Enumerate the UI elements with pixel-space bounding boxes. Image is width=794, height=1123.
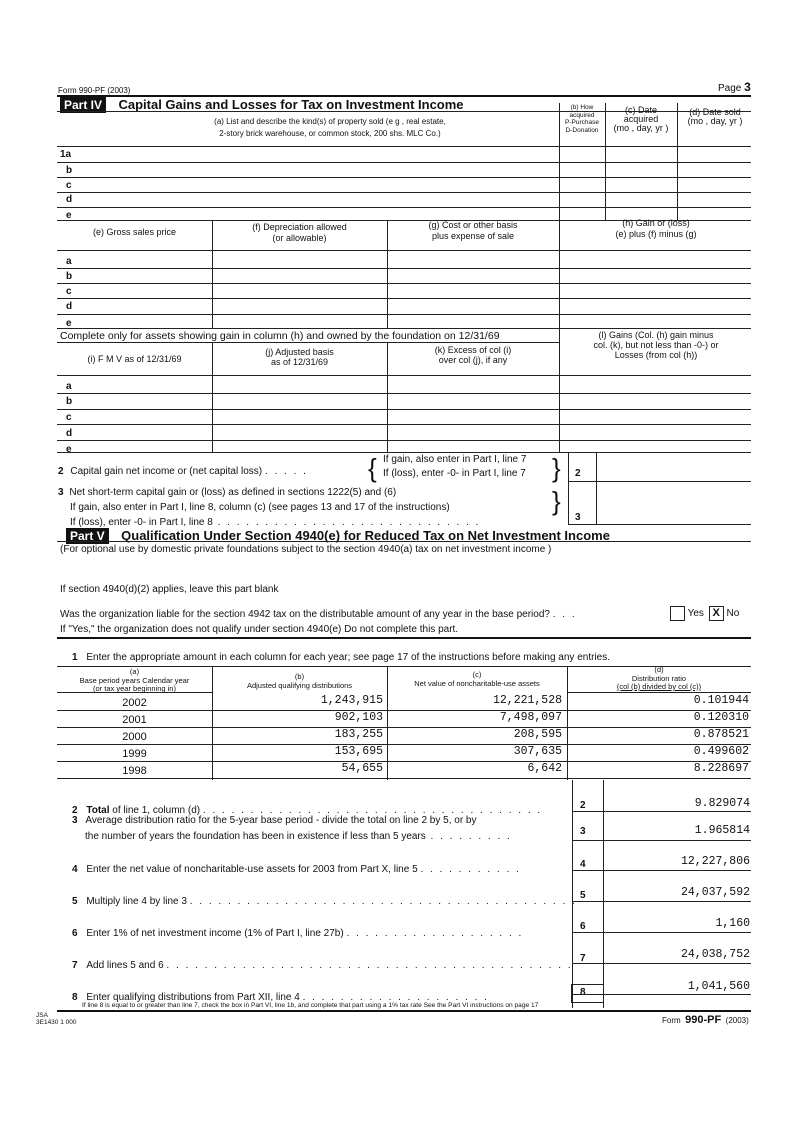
line-number: 4 [72, 864, 78, 875]
right-brace: } [552, 453, 561, 483]
rule [57, 637, 751, 639]
question-text: Was the organization liable for the section 4942 tax on the distributable amount of any year in the base period? [60, 609, 550, 620]
part5-label: Part V [66, 528, 109, 544]
optional-use-note: (For optional use by domestic private foundations subject to the section 4940(a) tax on net investment income ) [60, 544, 552, 555]
header-line: (or tax year beginning in) [93, 684, 176, 693]
yes-label: Yes [687, 608, 704, 620]
year-cell: 2002 [122, 697, 147, 709]
line-text: the number of years the foundation has been in existence if less than 5 years [85, 831, 426, 842]
line3-text3: If (loss), enter -0- in Part I, line 8 [70, 517, 213, 528]
line2-text: Capital gain net income or (net capital loss) [70, 466, 263, 477]
line-text: Add lines 5 and 6 [86, 960, 164, 971]
line-number: 3 [72, 815, 78, 826]
header-tag: (a) [129, 667, 140, 676]
page-number: 3 [744, 80, 751, 94]
line-box: 7 [580, 953, 586, 964]
year-cell: 2001 [122, 714, 147, 726]
leader-dots: . . . . . . . . . [425, 831, 512, 842]
rule [57, 409, 751, 410]
leader-dots: . . . . . [264, 466, 308, 477]
line-box: 3 [580, 826, 586, 837]
leader-dots: . . . . . . . . . . . . . . . . . . . [346, 928, 524, 939]
line6-value[interactable]: 1,160 [715, 917, 750, 930]
row-label: a [66, 381, 72, 392]
col-e-header: (e) Gross sales price [92, 227, 177, 237]
ratio-cell: 0.120310 [693, 711, 749, 724]
adjusted-cell: 1,243,915 [320, 694, 383, 707]
row-label: b [66, 396, 73, 407]
page-label: Page [718, 83, 742, 94]
col-d-line2: (mo , day, yr ) [687, 116, 743, 126]
header-line: Base period years Calendar year [79, 675, 190, 685]
col-c-line2: acquired [623, 114, 659, 124]
divider [212, 342, 213, 452]
col-b-line4: D-Donation [565, 126, 599, 134]
footer-form [662, 1010, 749, 1028]
line-box: 4 [580, 859, 586, 870]
table-row [57, 744, 751, 762]
rule [572, 870, 751, 871]
col-d-line1: (d) Date sold [689, 107, 741, 117]
net-value-cell: 6,642 [527, 762, 562, 775]
part5-header [66, 527, 610, 545]
leader-dots: . . . [552, 609, 577, 620]
line-text-bold: Total [86, 805, 110, 816]
line2-loss: If (loss), enter -0- in Part I, line 7 [383, 468, 526, 479]
if-yes-note: If "Yes," the organization does not qualify under section 4940(e) Do not complete this part. [60, 624, 459, 635]
rule [57, 424, 751, 425]
rule [572, 811, 751, 812]
row-label: d [66, 301, 73, 312]
col-f-header [212, 222, 387, 244]
line-text: Average distribution ratio for the 5-year base period - divide the total on line 2 by 5, or by [85, 815, 477, 826]
table-header-b [212, 672, 387, 690]
adjusted-cell: 153,695 [334, 745, 383, 758]
row-label: c [66, 286, 72, 297]
net-value-cell: 7,498,097 [499, 711, 562, 724]
divider [603, 780, 604, 1008]
row-label: e [66, 444, 72, 455]
col-b-line3: P-Purchase [565, 119, 599, 126]
line3-value[interactable]: 1.965814 [694, 824, 750, 837]
section-4940-note: If section 4940(d)(2) applies, leave this part blank [60, 584, 279, 595]
form-code: 3E1430 1 000 [36, 1019, 77, 1026]
col-j-line1: (j) Adjusted basis [265, 347, 334, 357]
rule [568, 481, 751, 482]
part5-title: Qualification Under Section 4940(e) for Reduced Tax on Net Investment Income [121, 528, 610, 543]
line3-text1: Net short-term capital gain or (loss) as defined in sections 1222(5) and (6) [69, 487, 397, 498]
col-l-header [559, 330, 753, 360]
rule [57, 342, 559, 343]
net-value-cell: 307,635 [513, 745, 562, 758]
yes-checkbox[interactable] [670, 606, 685, 621]
line-box: 2 [580, 800, 586, 811]
line2-conditions [383, 453, 526, 481]
row-label: b [66, 271, 73, 282]
rule [57, 1010, 751, 1012]
line-number: 8 [72, 992, 78, 1003]
ratio-cell: 0.101944 [693, 694, 749, 707]
divider [559, 220, 560, 328]
leader-dots: . . . . . . . . . . . . . . . . . . . . [302, 992, 489, 1003]
divider [596, 452, 597, 524]
adjusted-cell: 54,655 [341, 762, 383, 775]
col-c-header [605, 106, 677, 133]
line7-value[interactable]: 24,038,752 [680, 948, 750, 961]
rule [57, 541, 751, 542]
line1-instruction [72, 652, 610, 663]
part5-line4 [72, 864, 521, 875]
right-brace: } [552, 486, 561, 516]
header-tag: (d) [654, 665, 664, 674]
divider [559, 328, 560, 452]
net-value-cell: 208,595 [513, 728, 562, 741]
complete-only-note: Complete only for assets showing gain in column (h) and owned by the foundation on 12/31/69 [60, 330, 500, 342]
rule [57, 192, 751, 193]
rule [57, 393, 751, 394]
line-number: 3 [58, 487, 64, 498]
rule [57, 162, 751, 163]
col-d-header [677, 108, 753, 126]
divider [387, 342, 388, 452]
part4-title: Capital Gains and Losses for Tax on Investment Income [118, 97, 464, 112]
rule [57, 375, 751, 376]
line-number: 5 [72, 896, 78, 907]
col-g-line2: plus expense of sale [431, 231, 515, 241]
col-j-header [212, 347, 387, 367]
col-a-line1: (a) List and describe the kind(s) of property sold (e g , real estate, [214, 117, 446, 126]
col-a-line2: 2-story brick warehouse, or common stock, 200 shs. MLC Co.) [219, 129, 441, 138]
page-indicator [718, 80, 751, 94]
adjusted-cell: 183,255 [334, 728, 383, 741]
table-row [57, 693, 751, 711]
line-number: 2 [58, 466, 64, 477]
line-text: Multiply line 4 by line 3 [86, 896, 187, 907]
header-line: (col (b) divided by col (c)) [616, 682, 702, 691]
line-box: 5 [580, 890, 586, 901]
row-label: 1a [60, 149, 72, 160]
row-label: d [66, 428, 73, 439]
line-text: Enter 1% of net investment income (1% of Part I, line 27b) [86, 928, 344, 939]
line3-box: 3 [575, 512, 581, 523]
part4-line3 [58, 485, 480, 530]
year-cell: 2000 [122, 731, 147, 743]
col-h-header [559, 218, 753, 240]
rule [572, 840, 751, 841]
part5-line3 [72, 813, 512, 845]
leader-dots: . . . . . . . . . . . . . . . . . . . . . . . . . . . . [212, 517, 481, 528]
line1-text: Enter the appropriate amount in each column for each year; see page 17 of the instructions before making any entries. [86, 652, 610, 663]
header-tag: (b) [294, 672, 305, 681]
table-header-c [387, 670, 567, 688]
rule [57, 146, 751, 147]
col-j-line2: as of 12/31/69 [270, 357, 329, 367]
col-b-header [559, 104, 605, 134]
col-k-line2: over col (j), if any [438, 355, 508, 365]
header-tag: (c) [472, 670, 482, 679]
yes-no-group [670, 606, 739, 621]
line-number: 6 [72, 928, 78, 939]
ratio-cell: 0.878521 [693, 728, 749, 741]
col-c-line1: (c) Date [624, 105, 657, 115]
footer-codes [36, 1012, 76, 1026]
leader-dots: . . . . . . . . . . . . . . . . . . . . . . . . . . . . . . . . . . . . . . . . . . . [166, 960, 573, 971]
col-k-header [387, 345, 559, 365]
col-a-header [140, 116, 520, 140]
net-value-cell: 12,221,528 [492, 694, 562, 707]
divider [387, 220, 388, 328]
divider [212, 220, 213, 328]
line8-value[interactable]: 1,041,560 [687, 980, 750, 993]
col-f-line2: (or allowable) [272, 233, 327, 243]
part5-line6 [72, 928, 523, 939]
divider [568, 452, 569, 524]
ratio-cell: 8.228697 [693, 762, 749, 775]
col-f-line1: (f) Depreciation allowed [252, 222, 347, 232]
row-label: e [66, 210, 72, 221]
col-h-line2: (e) plus (f) minus (g) [615, 229, 697, 239]
year-cell: 1999 [122, 748, 147, 760]
liability-question [60, 609, 577, 620]
rule [57, 177, 751, 178]
line2-gain: If gain, also enter in Part I, line 7 [383, 454, 527, 465]
row-label: b [66, 165, 73, 176]
rule [57, 328, 751, 329]
line-number: 1 [72, 652, 78, 663]
line3-text2: If gain, also enter in Part I, line 8, column (c) (see pages 13 and 17 of the instructions) [70, 502, 450, 513]
row-label: e [66, 318, 72, 329]
line5-value[interactable]: 24,037,592 [680, 886, 750, 899]
adjusted-cell: 902,103 [334, 711, 383, 724]
col-h-line1: (h) Gain or (loss) [622, 218, 690, 228]
divider [572, 780, 573, 1008]
footnote: If line 8 is equal to or greater than line 7, check the box in Part VI, line 1b, and complete that part using a 1% tax rate See the Part VI instructions on page 17 [82, 1002, 539, 1009]
header-line: Adjusted qualifying distributions [246, 681, 353, 690]
line2-value[interactable]: 9.829074 [694, 797, 750, 810]
line-box: 8 [580, 987, 586, 998]
rule [572, 994, 751, 995]
rule [57, 440, 751, 441]
header-line: Net value of noncharitable-use assets [414, 679, 540, 688]
no-checkbox[interactable]: X [709, 606, 724, 621]
leader-dots: . . . . . . . . . . . . . . . . . . . . . . . . . . . . . . . . . . . . [202, 805, 543, 816]
row-label: a [66, 256, 72, 267]
col-l-line2: col. (k), but not less than -0-) or [593, 340, 719, 350]
leader-dots: . . . . . . . . . . . . . . . . . . . . . . . . . . . . . . . . . . . . . . . . . [189, 896, 577, 907]
footer-form-word: Form [662, 1016, 681, 1025]
col-k-line1: (k) Excess of col (i) [434, 345, 512, 355]
leader-dots: . . . . . . . . . . . [420, 864, 521, 875]
line-text: of line 1, column (d) [109, 805, 201, 816]
jsa-label: JSA [36, 1012, 48, 1019]
table-row [57, 727, 751, 745]
rule [57, 283, 751, 284]
line-number: 7 [72, 960, 78, 971]
part5-line5 [72, 896, 577, 907]
ratio-cell: 0.499602 [693, 745, 749, 758]
rule [572, 963, 751, 964]
rule [57, 207, 751, 208]
header-line: Distribution ratio [631, 673, 687, 683]
form-label: Form 990-PF (2003) [58, 86, 131, 95]
col-l-line1: (l) Gains (Col. (h) gain minus [598, 330, 714, 340]
footer-form-year: (2003) [725, 1016, 749, 1025]
table-row [57, 710, 751, 728]
no-label: No [726, 608, 740, 620]
col-c-line3: (mo , day, yr ) [613, 123, 669, 133]
col-b-line2: acquired [569, 111, 595, 119]
table-header-d [567, 666, 751, 692]
col-g-header [387, 220, 559, 242]
line2-box: 2 [575, 468, 581, 479]
line4-value[interactable]: 12,227,806 [680, 855, 750, 868]
rule [57, 314, 751, 315]
rule [57, 250, 751, 251]
part5-line7 [72, 960, 573, 971]
line-text: Enter qualifying distributions from Part XII, line 4 [86, 992, 300, 1003]
line-box: 6 [580, 921, 586, 932]
year-cell: 1998 [122, 765, 147, 777]
col-g-line1: (g) Cost or other basis [428, 220, 518, 230]
table-header-a [57, 668, 212, 694]
col-b-line1: (b) How [570, 104, 594, 111]
col-l-line3: Losses (from col (h)) [614, 350, 698, 360]
rule [572, 932, 751, 933]
row-label: d [66, 194, 73, 205]
table-row [57, 761, 751, 779]
rule [57, 298, 751, 299]
rule [568, 524, 751, 525]
part4-line2 [58, 466, 308, 477]
part4-label: Part IV [60, 97, 106, 113]
rule [572, 901, 751, 902]
rule [57, 268, 751, 269]
left-brace: { [368, 453, 377, 483]
col-i-header: (i) F M V as of 12/31/69 [87, 354, 182, 364]
line-number: 2 [72, 805, 78, 816]
footer-form-number: 990-PF [685, 1014, 722, 1026]
line-text: Enter the net value of noncharitable-use assets for 2003 from Part X, line 5 [86, 864, 418, 875]
row-label: c [66, 180, 72, 191]
row-label: c [66, 412, 72, 423]
